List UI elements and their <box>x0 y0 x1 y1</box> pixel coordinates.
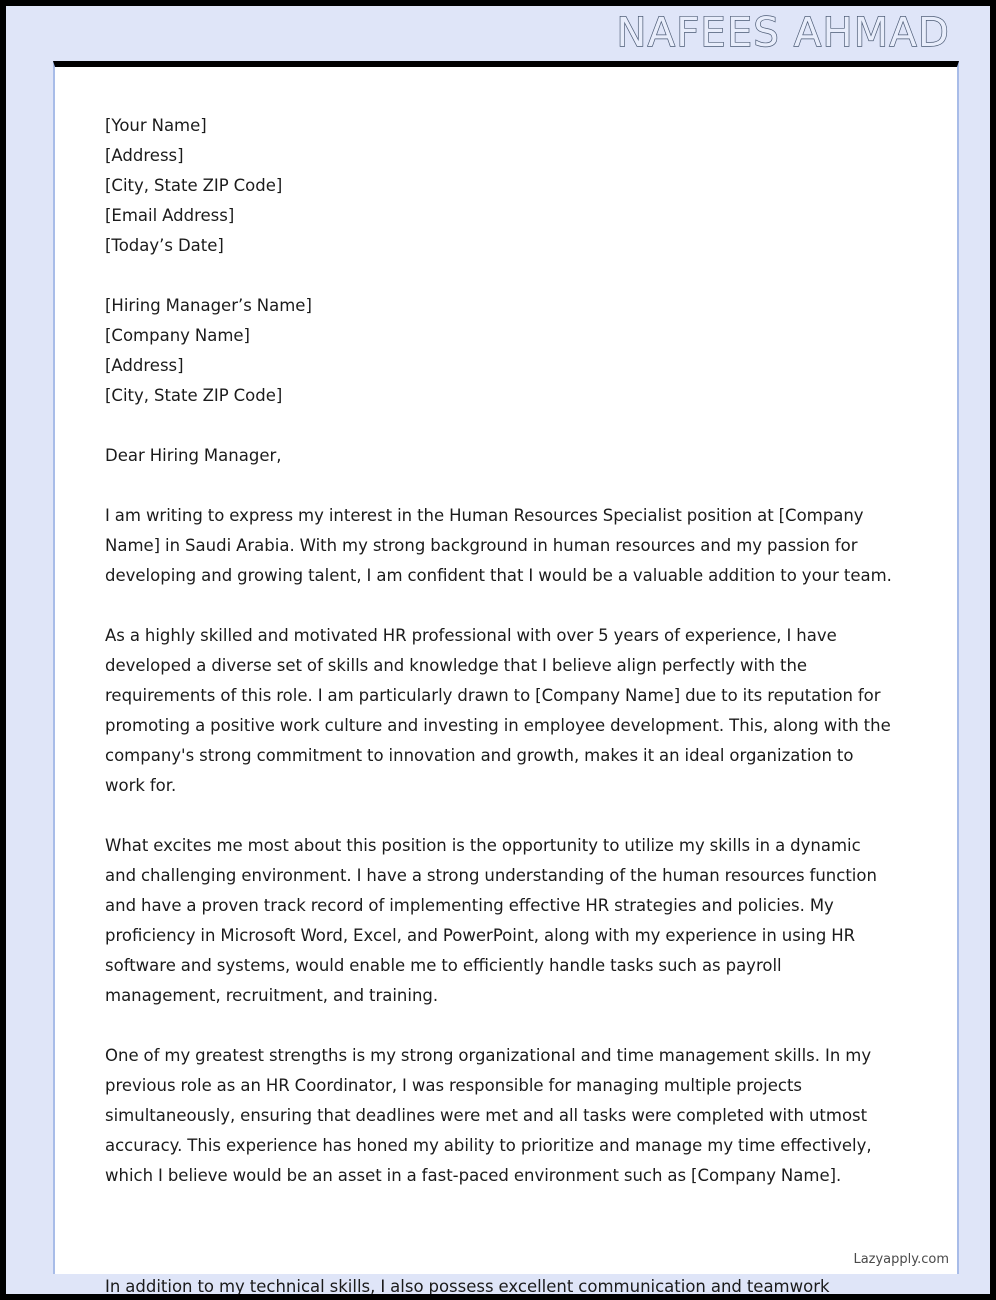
sender-line-name: [Your Name] <box>105 116 207 135</box>
body-paragraph-2: As a highly skilled and motivated HR professional with over 5 years of experience, I have developed a diverse set of skills and knowledge that I believe align perfectly with the requirements of this role. I am particularly drawn to [Company Name] due to its reputation for promoting a positive work culture and investing in employee development. This, along with the company's strong commitment to innovation and growth, makes it an ideal organization to work for. <box>105 626 891 795</box>
sender-line-email: [Email Address] <box>105 206 235 225</box>
sender-line-city: [City, State ZIP Code] <box>105 176 283 195</box>
recipient-line-city: [City, State ZIP Code] <box>105 386 283 405</box>
page-title: NAFEES AHMAD <box>616 9 950 56</box>
watermark-label: Lazyapply.com <box>853 1252 949 1267</box>
body-paragraph-4: One of my greatest strengths is my strong organizational and time management skills. In my previous role as an HR Coordinator, I was responsible for managing multiple projects simultaneously, ensuring that deadlines were met and all tasks were completed with utmost accuracy. This experience has honed my ability to prioritize and manage my time effectively, which I believe would be an asset in a fast-paced environment such as [Company Name]. <box>105 1046 872 1185</box>
document-header-band <box>12 6 996 61</box>
body-paragraph-3: What excites me most about this position is the opportunity to utilize my skills in a dynamic and challenging environment. I have a strong understanding of the human resources function and have a proven track record of implementing effective HR strategies and policies. My proficiency in Microsoft Word, Excel, and PowerPoint, along with my experience in using HR software and systems, would enable me to efficiently handle tasks such as payroll management, recruitment, and training. <box>105 836 877 1005</box>
sender-address-block <box>105 111 895 261</box>
recipient-line-company: [Company Name] <box>105 326 250 345</box>
recipient-line-address: [Address] <box>105 356 184 375</box>
body-paragraph-1: I am writing to express my interest in the Human Resources Specialist position at [Company Name] in Saudi Arabia. With my strong background in human resources and my passion for developing and growing talent, I am confident that I would be a valuable addition to your team. <box>105 506 892 585</box>
sender-line-date: [Today’s Date] <box>105 236 224 255</box>
overflow-text-line: In addition to my technical skills, I also possess excellent communication and teamwork <box>105 1277 830 1296</box>
recipient-address-block <box>105 291 895 411</box>
recipient-line-manager: [Hiring Manager’s Name] <box>105 296 312 315</box>
salutation: Dear Hiring Manager, <box>105 446 282 465</box>
letter-page <box>53 61 959 1274</box>
page-overflow-strip <box>12 1274 996 1300</box>
letter-page-content <box>55 73 957 1274</box>
sender-line-address: [Address] <box>105 146 184 165</box>
